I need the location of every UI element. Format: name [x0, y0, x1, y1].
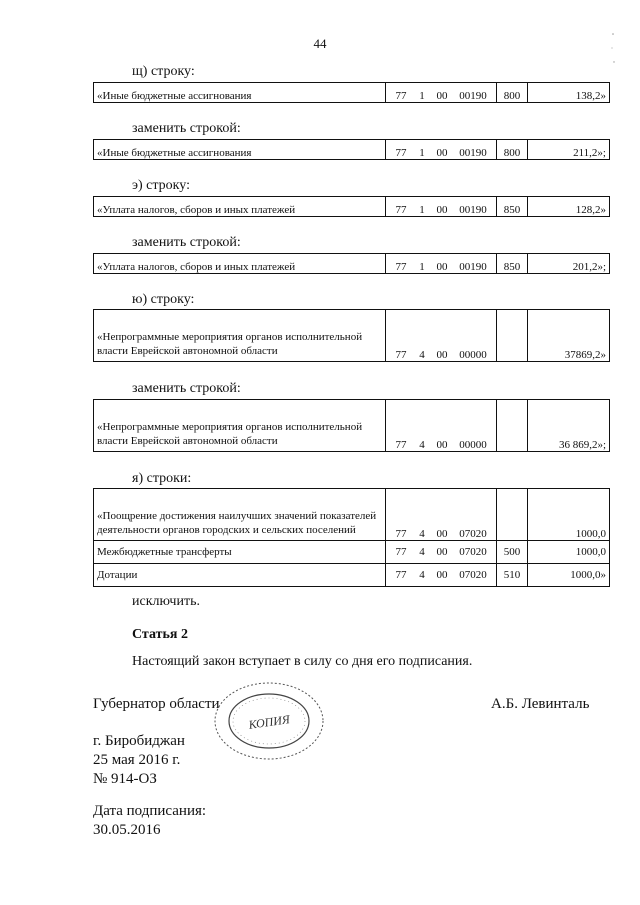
amendment-intro: я) строки:: [132, 471, 192, 486]
table-row: [94, 197, 610, 217]
code-main-event: 00: [436, 261, 448, 273]
amendment-intro: заменить строкой:: [132, 121, 241, 136]
table-row: [94, 83, 610, 103]
row-target-code: [386, 83, 497, 103]
row-expense-type: [497, 489, 528, 541]
row-description: «Непрограммные мероприятия органов исполнительной власти Еврейской автономной области: [94, 400, 386, 452]
code-program: 77: [395, 90, 407, 102]
scan-specks-icon: [610, 30, 616, 70]
row-description: «Иные бюджетные ассигнования: [94, 140, 386, 160]
signatory-name: А.Б. Левинталь: [491, 696, 590, 712]
law-number: № 914-ОЗ: [93, 771, 157, 787]
amendment-intro: ю) строку:: [132, 292, 195, 307]
code-subprogram: 1: [419, 204, 425, 216]
code-subprogram: 1: [419, 261, 425, 273]
code-main-event: 00: [436, 528, 448, 540]
code-direction: 07020: [459, 546, 487, 558]
code-main-event: 00: [436, 546, 448, 558]
row-amount: 128,2»: [528, 197, 610, 217]
code-subprogram: 4: [419, 439, 425, 451]
row-description: «Непрограммные мероприятия органов исполнительной власти Еврейской автономной области: [94, 310, 386, 362]
budget-row-table: [93, 82, 610, 103]
row-target-code: [386, 489, 497, 541]
code-main-event: 00: [436, 439, 448, 451]
table-row: [94, 400, 610, 452]
row-amount: 36 869,2»;: [528, 400, 610, 452]
stamp-label: КОПИЯ: [247, 712, 291, 732]
table-row: [94, 564, 610, 587]
signatory-title: Губернатор области: [93, 696, 220, 712]
row-target-code: [386, 254, 497, 274]
article-heading: Статья 2: [132, 627, 188, 642]
code-main-event: 00: [436, 204, 448, 216]
code-direction: 00190: [459, 90, 487, 102]
code-main-event: 00: [436, 569, 448, 581]
code-direction: 07020: [459, 528, 487, 540]
row-target-code: [386, 140, 497, 160]
code-direction: 00190: [459, 261, 487, 273]
code-program: 77: [395, 546, 407, 558]
code-subprogram: 4: [419, 528, 425, 540]
row-description: «Уплата налогов, сборов и иных платежей: [94, 197, 386, 217]
code-program: 77: [395, 349, 407, 361]
amendment-intro: заменить строкой:: [132, 381, 241, 396]
row-expense-type: 850: [497, 254, 528, 274]
article-text: Настоящий закон вступает в силу со дня его подписания.: [132, 654, 473, 669]
code-program: 77: [395, 261, 407, 273]
code-direction: 00000: [459, 349, 487, 361]
code-main-event: 00: [436, 90, 448, 102]
amendment-intro: заменить строкой:: [132, 235, 241, 250]
amendment-intro: э) строку:: [132, 178, 190, 193]
code-direction: 00190: [459, 204, 487, 216]
code-main-event: 00: [436, 349, 448, 361]
row-amount: 1000,0»: [528, 564, 610, 587]
row-expense-type: [497, 310, 528, 362]
row-target-code: [386, 197, 497, 217]
row-description: «Поощрение достижения наилучших значений показателей деятельности органов городских и сельских поселений: [94, 489, 386, 541]
table-row: [94, 140, 610, 160]
code-subprogram: 1: [419, 147, 425, 159]
row-target-code: [386, 564, 497, 587]
amendment-intro: щ) строку:: [132, 64, 195, 79]
budget-row-table: [93, 399, 610, 452]
code-subprogram: 4: [419, 546, 425, 558]
row-expense-type: 800: [497, 140, 528, 160]
row-expense-type: 850: [497, 197, 528, 217]
law-date: 25 мая 2016 г.: [93, 752, 181, 768]
code-program: 77: [395, 147, 407, 159]
table-row: [94, 254, 610, 274]
budget-row-table: [93, 139, 610, 160]
row-amount: 138,2»: [528, 83, 610, 103]
table-row: [94, 310, 610, 362]
code-direction: 00000: [459, 439, 487, 451]
code-direction: 00190: [459, 147, 487, 159]
row-expense-type: [497, 400, 528, 452]
row-target-code: [386, 310, 497, 362]
table-row: [94, 489, 610, 541]
row-amount: 201,2»;: [528, 254, 610, 274]
code-program: 77: [395, 439, 407, 451]
code-program: 77: [395, 528, 407, 540]
row-target-code: [386, 541, 497, 564]
code-program: 77: [395, 204, 407, 216]
code-direction: 07020: [459, 569, 487, 581]
budget-row-table: [93, 309, 610, 362]
row-description: Дотации: [94, 564, 386, 587]
city: г. Биробиджан: [93, 733, 185, 749]
row-amount: 37869,2»: [528, 310, 610, 362]
amendment-outro: исключить.: [132, 594, 200, 609]
page-number: 44: [313, 36, 327, 51]
row-description: «Уплата налогов, сборов и иных платежей: [94, 254, 386, 274]
budget-row-table: [93, 196, 610, 217]
table-row: [94, 541, 610, 564]
seal-stamp-icon: [203, 677, 329, 763]
row-expense-type: 800: [497, 83, 528, 103]
code-subprogram: 4: [419, 349, 425, 361]
code-subprogram: 1: [419, 90, 425, 102]
code-subprogram: 4: [419, 569, 425, 581]
signing-date: 30.05.2016: [93, 822, 161, 838]
code-program: 77: [395, 569, 407, 581]
signing-label: Дата подписания:: [93, 803, 207, 819]
row-description: Межбюджетные трансферты: [94, 541, 386, 564]
budget-row-table: [93, 253, 610, 274]
row-amount: 1000,0: [528, 489, 610, 541]
row-target-code: [386, 400, 497, 452]
row-description: «Иные бюджетные ассигнования: [94, 83, 386, 103]
budget-rows-table: [93, 488, 610, 587]
row-amount: 211,2»;: [528, 140, 610, 160]
row-expense-type: 500: [497, 541, 528, 564]
row-expense-type: 510: [497, 564, 528, 587]
code-main-event: 00: [436, 147, 448, 159]
row-amount: 1000,0: [528, 541, 610, 564]
